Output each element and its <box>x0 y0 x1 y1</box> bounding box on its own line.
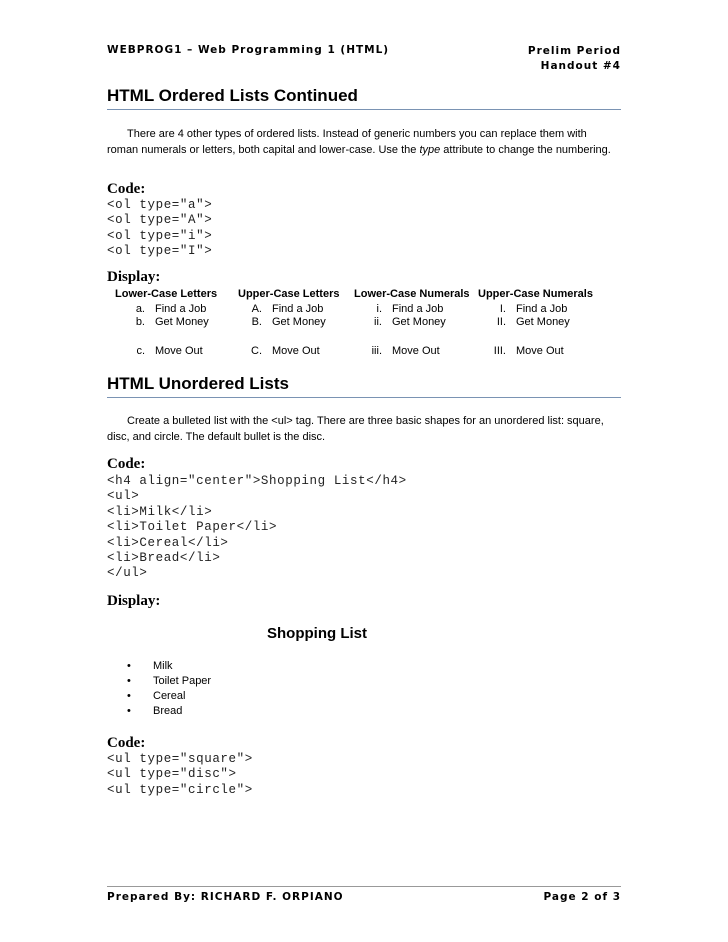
period-info <box>528 44 621 74</box>
list-column-heading: Lower-Case Letters <box>115 288 218 300</box>
ordered-code-block <box>107 198 212 260</box>
list-item-text: Get Money <box>392 316 446 328</box>
code-label: Code: <box>107 181 146 197</box>
page-footer <box>107 886 621 903</box>
list-item-text: Move Out <box>392 345 440 357</box>
list-item-text: Get Money <box>516 316 570 328</box>
code-line: <li>Cereal</li> <box>107 535 229 550</box>
list-marker: i. <box>376 303 382 315</box>
list-item-text: Get Money <box>272 316 326 328</box>
list-item-text: Toilet Paper <box>153 675 212 687</box>
list-marker: A. <box>251 303 262 315</box>
list-marker: B. <box>251 316 262 328</box>
code-label-3: Code: <box>107 735 146 751</box>
list-column-heading: Upper-Case Letters <box>238 288 340 300</box>
code-label-2: Code: <box>107 456 146 472</box>
bullet-icon: • <box>127 675 131 687</box>
list-marker: c. <box>136 345 145 357</box>
list-marker: C. <box>251 345 262 357</box>
list-column-heading: Upper-Case Numerals <box>478 288 593 300</box>
code-line: <ol type="A"> <box>107 213 213 228</box>
list-item-text: Get Money <box>155 316 209 328</box>
page-number: Page 2 of 3 <box>543 891 621 903</box>
code-line: <ul type="square"> <box>107 752 253 766</box>
list-marker: I. <box>499 303 506 315</box>
list-item-text: Find a Job <box>516 303 568 315</box>
display-label: Display: <box>107 269 161 285</box>
code-line: <li>Milk</li> <box>107 504 213 519</box>
list-item-text: Find a Job <box>272 303 324 315</box>
list-item-text: Move Out <box>516 345 564 357</box>
list-item-text: Find a Job <box>155 303 207 315</box>
code-line: <ul type="disc"> <box>107 767 237 782</box>
code-line: <ul> <box>107 489 140 504</box>
list-marker: iii. <box>371 345 382 357</box>
handout-label: Handout #4 <box>540 60 621 72</box>
para-text-before: There are 4 other types of ordered lists. Instead of generic numbers you can replace them with roman numerals or letters, both capital and lower-case. Use the <box>107 128 587 156</box>
list-marker: a. <box>135 303 145 315</box>
list-marker: ii. <box>374 316 382 328</box>
list-item-text: Milk <box>153 660 173 672</box>
code-line: <li>Bread</li> <box>107 551 221 566</box>
code-line: <ol type="i"> <box>107 228 213 243</box>
section-title-unordered-lists: HTML Unordered Lists <box>107 374 621 398</box>
list-item-text: Cereal <box>153 690 186 702</box>
ordered-lists-paragraph <box>107 126 621 158</box>
code-line: </ul> <box>107 566 148 581</box>
list-item-text: Move Out <box>272 345 320 357</box>
ul-type-code-block <box>107 752 253 798</box>
prepared-by: Prepared By: RICHARD F. ORPIANO <box>107 891 344 903</box>
code-line: <ol type="a"> <box>107 198 213 212</box>
bullet-icon: • <box>127 660 131 672</box>
code-line: <ol type="I"> <box>107 244 213 259</box>
list-marker: b. <box>135 316 145 328</box>
list-column-heading: Lower-Case Numerals <box>354 288 470 300</box>
bullet-icon: • <box>127 690 131 702</box>
list-item-text: Move Out <box>155 345 203 357</box>
para-text-after: attribute to change the numbering. <box>440 144 611 156</box>
para-type-word: type <box>419 144 441 156</box>
code-line: <h4 align="center">Shopping List</h4> <box>107 474 407 488</box>
code-line: <ul type="circle"> <box>107 782 253 797</box>
display-label-2: Display: <box>107 593 161 609</box>
list-item-text: Find a Job <box>392 303 444 315</box>
course-title: WEBPROG1 – Web Programming 1 (HTML) <box>107 44 390 56</box>
list-item-text: Bread <box>153 705 183 717</box>
shopping-list-title: Shopping List <box>267 625 367 642</box>
code-line: <li>Toilet Paper</li> <box>107 520 278 535</box>
period-label: Prelim Period <box>527 45 621 57</box>
bullet-icon: • <box>127 705 131 717</box>
list-marker: II. <box>496 316 506 328</box>
unordered-code-block <box>107 474 407 582</box>
unordered-lists-paragraph: Create a bulleted list with the <ul> tag. There are three basic shapes for an unordered list: square, disc, and circle. The default bullet is the disc. <box>107 415 604 443</box>
section-title-ordered-lists: HTML Ordered Lists Continued <box>107 86 621 110</box>
list-marker: III. <box>493 345 506 357</box>
